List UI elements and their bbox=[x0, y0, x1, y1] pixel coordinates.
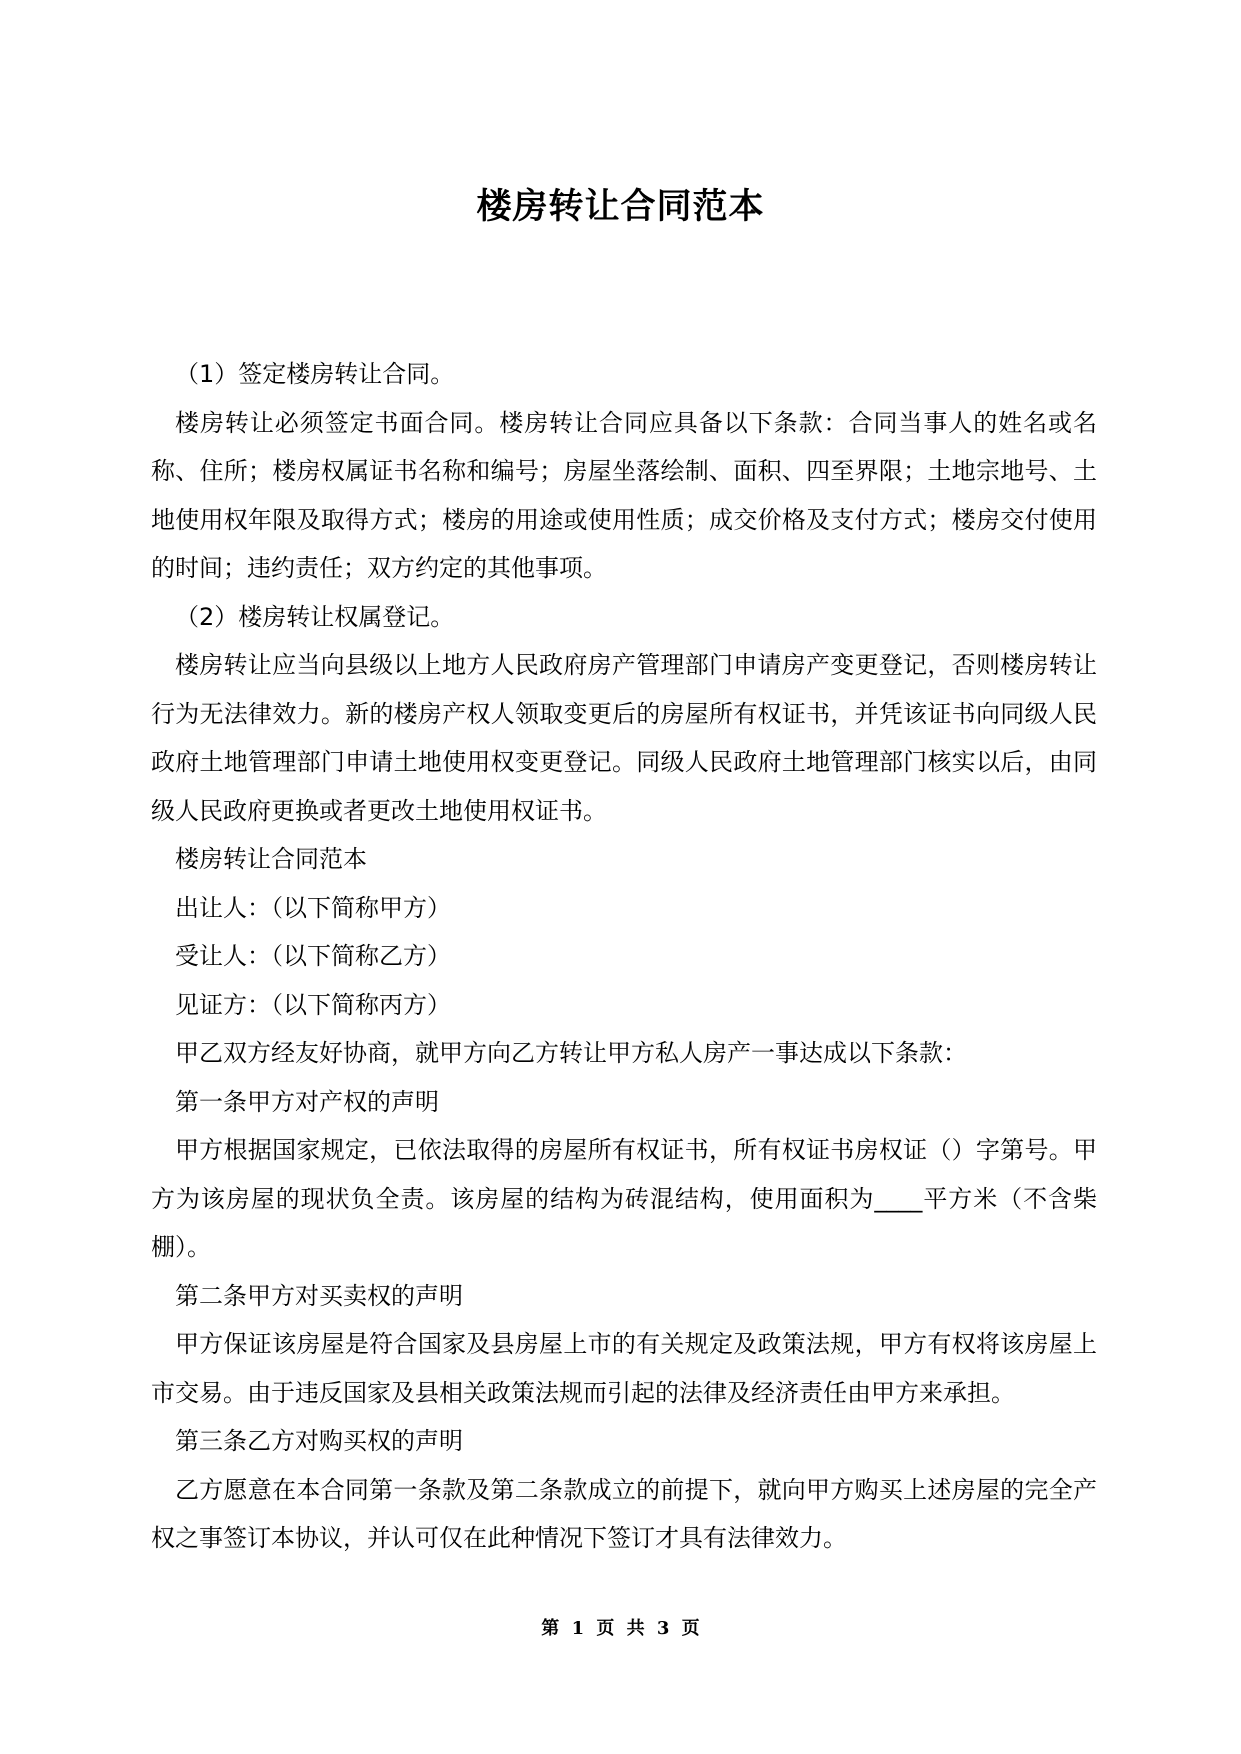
paragraph: 受让人：（以下简称乙方） bbox=[175, 942, 451, 970]
paragraph: 出让人：（以下简称甲方） bbox=[175, 893, 451, 922]
document-title: 楼房转让合同范本 bbox=[476, 187, 765, 228]
paragraph: 甲乙双方经友好协商，就甲方向乙方转让甲方私人房产一事达成以下条款： bbox=[175, 1039, 967, 1067]
paragraph: 楼房转让应当向县级以上地方人民政府房产管理部门申请房产变更登记，否则楼房转让行为无法律效力。新的楼房产权人领取变更后的房屋所有权证书，并凭该证书向同级人民政府土地管理部门申请土地使用权变更登记。同级人民政府土地管理部门核实以后，由同级人民政府更换或者更改土地使用权证书。 bbox=[151, 651, 1097, 825]
paragraph: （1）签定楼房转让合同。 bbox=[175, 360, 455, 388]
paragraph: 甲方根据国家规定，已依法取得的房屋所有权证书，所有权证书房权证（）字第号。甲方为该房屋的现状负全责。该房屋的结构为砖混结构，使用面积为____平方米（不含柴棚）。 bbox=[151, 1136, 1097, 1261]
paragraph: （2）楼房转让权属登记。 bbox=[175, 602, 455, 631]
paragraph: 见证方：（以下简称丙方） bbox=[175, 990, 451, 1019]
paragraph: 甲方保证该房屋是符合国家及县房屋上市的有关规定及政策法规，甲方有权将该房屋上市交易。由于违反国家及县相关政策法规而引起的法律及经济责任由甲方来承担。 bbox=[151, 1330, 1097, 1407]
document-body bbox=[151, 350, 1097, 1563]
paragraph: 第三条乙方对购买权的声明 bbox=[175, 1427, 463, 1455]
paragraph: 楼房转让合同范本 bbox=[175, 845, 367, 873]
paragraph: 乙方愿意在本合同第一条款及第二条款成立的前提下，就向甲方购买上述房屋的完全产权之事签订本协议，并认可仅在此种情况下签订才具有法律效力。 bbox=[151, 1475, 1097, 1552]
paragraph: 楼房转让必须签定书面合同。楼房转让合同应具备以下条款：合同当事人的姓名或名称、住所；楼房权属证书名称和编号；房屋坐落绘制、面积、四至界限；土地宗地号、土地使用权年限及取得方式；楼房的用途或使用性质；成交价格及支付方式；楼房交付使用的时间；违约责任；双方约定的其他事项。 bbox=[151, 408, 1097, 582]
paragraph: 第二条甲方对买卖权的声明 bbox=[175, 1281, 463, 1310]
paragraph: 第一条甲方对产权的声明 bbox=[175, 1087, 439, 1116]
page-footer: 第 1 页 共 3 页 bbox=[541, 1618, 700, 1639]
